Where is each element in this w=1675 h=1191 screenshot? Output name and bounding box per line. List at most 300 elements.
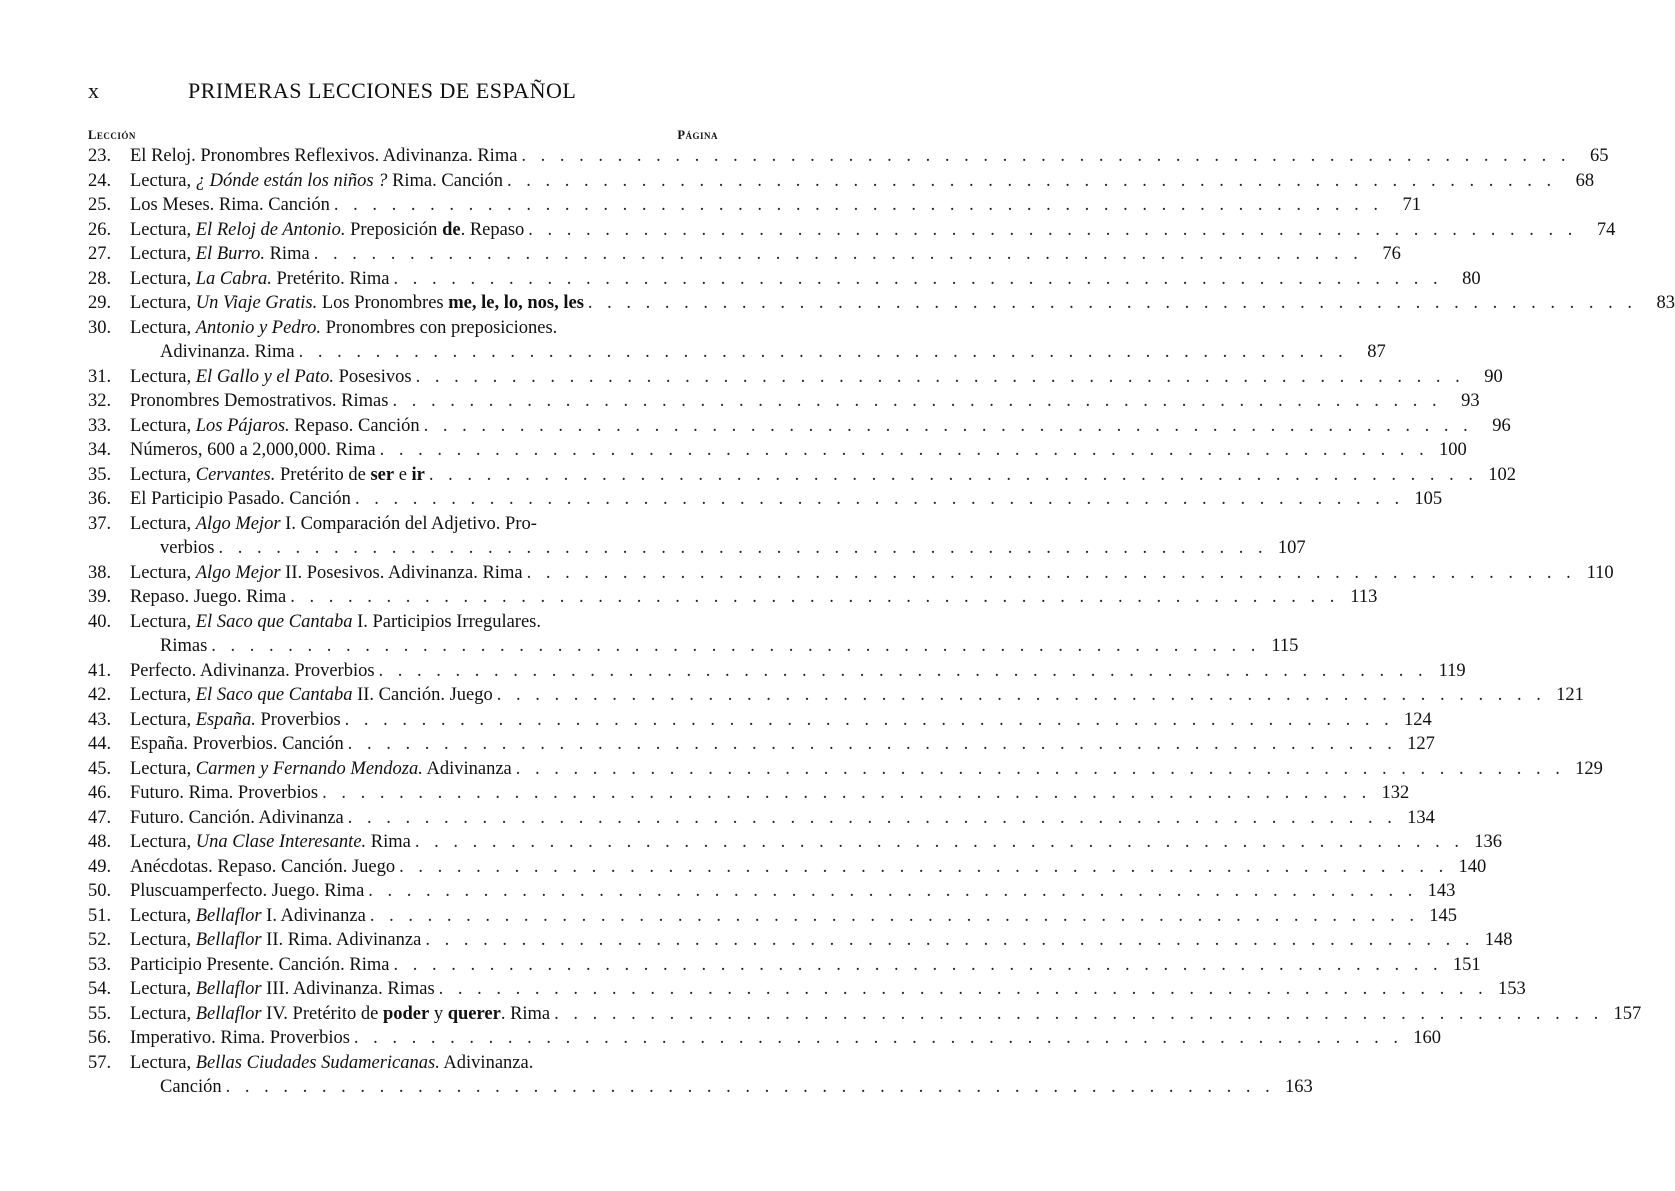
- lesson-number: 30.: [88, 317, 112, 338]
- toc-entry: [88, 781, 1410, 806]
- page-reference: 93: [1461, 391, 1480, 411]
- toc-entry: [88, 316, 1386, 365]
- page-reference: 132: [1381, 783, 1410, 803]
- lesson-number: 41.: [88, 660, 112, 681]
- toc-entry-line: [88, 757, 1603, 782]
- lesson-title: [130, 855, 395, 880]
- toc-entry: [88, 708, 1432, 733]
- toc-entry: [88, 928, 1513, 953]
- lesson-title: [130, 830, 411, 855]
- title-italic: El Saco que Cantaba: [195, 611, 353, 632]
- entry-text-segment: Lectura,: [130, 317, 196, 338]
- keyword-bold: querer: [447, 1003, 501, 1024]
- lesson-title-continued: [130, 536, 214, 561]
- page-reference: 129: [1575, 758, 1603, 779]
- lesson-number: 43.: [88, 709, 112, 730]
- dot-leader: [429, 463, 1478, 488]
- lesson-title: [130, 389, 388, 414]
- page-header: [88, 72, 718, 112]
- lesson-number: 57.: [88, 1052, 112, 1073]
- dot-leader: [379, 659, 1428, 684]
- entry-text-segment: Lectura,: [130, 219, 196, 240]
- entry-text-segment: Lectura,: [130, 709, 196, 730]
- toc-entry: [88, 487, 1443, 512]
- keyword-bold: ser: [370, 464, 395, 485]
- dot-leader: [393, 953, 1442, 978]
- toc-entry-line: [88, 169, 1595, 194]
- toc-entry-line: [88, 953, 1481, 978]
- lesson-title: [130, 904, 366, 929]
- lesson-title: [130, 585, 286, 610]
- entry-text-segment: Preposición: [345, 219, 443, 240]
- page-reference: 119: [1438, 660, 1466, 681]
- toc-entry-line-continued: [88, 634, 1299, 659]
- dot-leader: [399, 855, 1448, 880]
- entry-text-segment: Rimas: [160, 636, 208, 656]
- dot-leader: [554, 1002, 1603, 1027]
- lesson-title: [130, 879, 364, 904]
- title-italic: España.: [195, 709, 256, 730]
- entry-text-segment: Adivinanza: [422, 758, 512, 779]
- dot-leader: [424, 414, 1473, 439]
- toc-entry-line: [88, 610, 718, 635]
- toc-entry: [88, 291, 1675, 316]
- lesson-number: 55.: [88, 1003, 112, 1024]
- page-reference: 157: [1613, 1003, 1642, 1024]
- lesson-title: [130, 659, 375, 684]
- entry-text-segment: Lectura,: [130, 930, 196, 950]
- keyword-bold: ir: [411, 464, 425, 485]
- lesson-title: [130, 757, 512, 782]
- lesson-title: [130, 193, 330, 218]
- toc-entry-line: [88, 414, 1511, 439]
- page-reference: 151: [1452, 954, 1481, 975]
- entry-text-segment: Adivinanza.: [439, 1052, 534, 1073]
- toc-entry-line: [88, 830, 1503, 855]
- dot-leader: [497, 683, 1546, 708]
- lesson-number: 49.: [88, 856, 112, 877]
- lesson-number: 29.: [88, 293, 112, 313]
- lesson-number: 27.: [88, 244, 112, 264]
- toc-entry-line: [88, 1002, 1642, 1027]
- dot-leader: [345, 708, 1394, 733]
- toc-entry-line: [88, 193, 1422, 218]
- toc-entry: [88, 879, 1456, 904]
- toc-entry: [88, 830, 1503, 855]
- toc-entry: [88, 953, 1481, 978]
- title-italic: Un Viaje Gratis.: [195, 293, 318, 313]
- toc-entry-line-continued: [88, 1075, 1313, 1100]
- entry-text-segment: Lectura,: [130, 905, 196, 926]
- entry-text-segment: Perfecto. Adivinanza. Proverbios: [130, 660, 375, 681]
- lesson-number: 35.: [88, 464, 112, 485]
- toc-entry-line: [88, 732, 1435, 757]
- lesson-number: 47.: [88, 807, 112, 828]
- toc-entry: [88, 585, 1378, 610]
- lesson-title: [130, 365, 412, 390]
- entry-text-segment: Canción: [160, 1077, 222, 1097]
- toc-page: [88, 72, 1675, 1100]
- dot-leader: [527, 561, 1576, 586]
- toc-entry-line: [88, 683, 1584, 708]
- toc-entry-line: [88, 928, 1513, 953]
- dot-leader: [348, 806, 1397, 831]
- lesson-number: 42.: [88, 685, 112, 705]
- toc-entry: [88, 659, 1466, 684]
- entry-text-segment: Lectura,: [130, 293, 196, 313]
- lesson-title: [130, 708, 341, 733]
- toc-entry: [88, 193, 1422, 218]
- page-reference: 127: [1407, 734, 1435, 754]
- entry-text-segment: I. Comparación del Adjetivo. Pro-: [280, 513, 537, 534]
- lesson-number: 31.: [88, 366, 112, 387]
- toc-entry: [88, 1051, 1313, 1100]
- title-italic: Antonio y Pedro.: [195, 317, 321, 338]
- entry-text-segment: Los Meses. Rima. Canción: [130, 195, 330, 215]
- lesson-title: [130, 242, 310, 267]
- page-reference: 110: [1586, 562, 1614, 583]
- entry-text-segment: Rima: [264, 244, 310, 264]
- title-italic: Cervantes.: [195, 464, 276, 485]
- entry-text-segment: Futuro. Rima. Proverbios: [130, 783, 319, 803]
- entry-text-segment: Pronombres Demostrativos. Rimas: [130, 391, 389, 411]
- toc-entry: [88, 683, 1584, 708]
- entry-text-segment: verbios: [160, 538, 215, 558]
- entry-text-segment: Lectura,: [130, 685, 196, 705]
- page-reference: 96: [1492, 415, 1511, 436]
- lesson-number: 51.: [88, 905, 112, 926]
- page-reference: 160: [1413, 1028, 1442, 1048]
- dot-leader: [415, 830, 1464, 855]
- toc-entry: [88, 169, 1595, 194]
- toc-entry-line: [88, 463, 1517, 488]
- page-reference: 65: [1590, 146, 1609, 166]
- entry-text-segment: Imperativo. Rima. Proverbios: [130, 1028, 350, 1048]
- entry-text-segment: Pretérito de: [275, 464, 371, 485]
- toc-entry: [88, 1002, 1642, 1027]
- toc-entry-line: [88, 512, 718, 537]
- lesson-title: [130, 732, 344, 757]
- dot-leader: [425, 928, 1474, 953]
- toc-entry: [88, 463, 1517, 488]
- toc-entry: [88, 732, 1435, 757]
- toc-entry-line: [88, 365, 1503, 390]
- dot-leader: [392, 389, 1441, 414]
- toc-entry: [88, 267, 1481, 292]
- toc-entry: [88, 365, 1503, 390]
- lesson-number: 50.: [88, 881, 112, 901]
- lesson-title: [130, 512, 537, 537]
- entry-text-segment: Lectura,: [130, 562, 196, 583]
- entry-text-segment: Lectura,: [130, 1052, 196, 1073]
- lesson-number: 33.: [88, 415, 112, 436]
- dot-leader: [394, 267, 1443, 292]
- lesson-number: 54.: [88, 979, 112, 999]
- toc-entry-line: [88, 1026, 1442, 1051]
- toc-entry: [88, 144, 1609, 169]
- toc-entry-line: [88, 242, 1401, 267]
- table-of-contents: [88, 144, 1675, 1100]
- title-italic: Bellaflor: [195, 930, 262, 950]
- toc-entry: [88, 414, 1511, 439]
- dot-leader: [380, 438, 1429, 463]
- title-italic: Una Clase Interesante.: [195, 832, 367, 852]
- toc-entry: [88, 977, 1526, 1002]
- toc-entry-line: [88, 855, 1487, 880]
- title-italic: Algo Mejor: [195, 513, 281, 534]
- entry-text-segment: II. Rima. Adivinanza: [261, 930, 422, 950]
- entry-text-segment: Lectura,: [130, 170, 196, 191]
- title-italic: Bellaflor: [195, 979, 262, 999]
- toc-entry-line: [88, 291, 1675, 316]
- page-reference: 102: [1488, 464, 1517, 485]
- title-italic: La Cabra.: [195, 268, 272, 289]
- entry-text-segment: El Participio Pasado. Canción: [130, 489, 351, 509]
- lesson-title: [130, 169, 503, 194]
- keyword-bold: de: [442, 219, 461, 240]
- title-italic: Bellas Ciudades Sudamericanas.: [195, 1052, 440, 1073]
- lesson-title: [130, 438, 376, 463]
- toc-entry-line: [88, 316, 718, 341]
- entry-text-segment: Pretérito. Rima: [271, 268, 390, 289]
- dot-leader: [355, 487, 1404, 512]
- entry-text-segment: Pluscuamperfecto. Juego. Rima: [130, 881, 365, 901]
- toc-entry-line: [88, 879, 1456, 904]
- entry-text-segment: El Reloj. Pronombres Reflexivos. Adivinanza. Rima: [130, 146, 518, 166]
- entry-text-segment: Lectura,: [130, 244, 196, 264]
- entry-text-segment: Números, 600 a 2,000,000. Rima: [130, 440, 376, 460]
- page-number: x: [88, 78, 99, 103]
- page-reference: 134: [1407, 807, 1435, 828]
- lesson-title: [130, 953, 389, 978]
- page-reference: 145: [1429, 905, 1457, 926]
- toc-entry: [88, 561, 1614, 586]
- dot-leader: [218, 536, 1267, 561]
- toc-entry: [88, 242, 1401, 267]
- page-reference: 143: [1427, 881, 1456, 901]
- lesson-title: [130, 1002, 550, 1027]
- page-reference: 68: [1575, 170, 1595, 191]
- page-reference: 115: [1271, 636, 1299, 656]
- dot-leader: [416, 365, 1465, 390]
- entry-text-segment: I. Participios Irregulares.: [352, 611, 542, 632]
- dot-leader: [368, 879, 1417, 904]
- page-reference: 113: [1350, 587, 1378, 607]
- entry-text-segment: Proverbios: [255, 709, 341, 730]
- dot-leader: [588, 291, 1637, 316]
- page-reference: 87: [1367, 342, 1386, 362]
- title-italic: El Saco que Cantaba: [195, 685, 353, 705]
- title-italic: ¿ Dónde están los niños ?: [195, 170, 388, 191]
- dot-leader: [334, 193, 1383, 218]
- lesson-number: 32.: [88, 391, 112, 411]
- title-italic: El Burro.: [195, 244, 265, 264]
- lesson-title: [130, 414, 420, 439]
- dot-leader: [322, 781, 1371, 806]
- page-column-label: Página: [677, 128, 718, 142]
- toc-entry: [88, 904, 1457, 929]
- entry-text-segment: Anécdotas. Repaso. Canción. Juego: [130, 856, 396, 877]
- keyword-bold: me, le, lo, nos, les: [448, 293, 584, 313]
- entry-text-segment: Lectura,: [130, 979, 196, 999]
- lesson-number: 36.: [88, 489, 112, 509]
- lesson-number: 44.: [88, 734, 112, 754]
- entry-text-segment: . Repaso: [460, 219, 525, 240]
- toc-entry-line: [88, 1051, 718, 1076]
- entry-text-segment: Lectura,: [130, 366, 196, 387]
- lesson-number: 23.: [88, 146, 112, 166]
- lesson-title-continued: [130, 340, 295, 365]
- entry-text-segment: I. Adivinanza: [261, 905, 366, 926]
- entry-text-segment: Adivinanza. Rima: [160, 342, 295, 362]
- entry-text-segment: Posesivos: [333, 366, 412, 387]
- lesson-title: [130, 561, 523, 586]
- dot-leader: [521, 144, 1570, 169]
- entry-text-segment: Lectura,: [130, 758, 196, 779]
- lesson-number: 38.: [88, 562, 112, 583]
- entry-text-segment: Lectura,: [130, 513, 196, 534]
- lesson-number: 24.: [88, 170, 112, 191]
- lesson-number: 26.: [88, 219, 112, 240]
- entry-text-segment: Los Pronombres: [317, 293, 449, 313]
- entry-text-segment: Pronombres con preposiciones.: [320, 317, 558, 338]
- page-reference: 90: [1484, 366, 1503, 387]
- page-reference: 100: [1439, 440, 1467, 460]
- toc-entry-line: [88, 806, 1435, 831]
- lesson-title: [130, 267, 390, 292]
- dot-leader: [226, 1075, 1275, 1100]
- toc-entry-line: [88, 487, 1443, 512]
- lesson-title: [130, 610, 541, 635]
- page-reference: 71: [1402, 195, 1422, 215]
- toc-entry-line: [88, 904, 1457, 929]
- toc-entry: [88, 512, 1306, 561]
- lesson-title: [130, 977, 435, 1002]
- page-reference: 163: [1285, 1077, 1313, 1097]
- entry-text-segment: Lectura,: [130, 611, 196, 632]
- lesson-title: [130, 463, 425, 488]
- entry-text-segment: e: [394, 464, 412, 485]
- page-reference: 83: [1656, 293, 1675, 313]
- entry-text-segment: Repaso. Canción: [289, 415, 420, 436]
- entry-text-segment: Lectura,: [130, 268, 196, 289]
- title-italic: Carmen y Fernando Mendoza.: [195, 758, 423, 779]
- toc-entry: [88, 438, 1467, 463]
- page-reference: 76: [1382, 244, 1401, 264]
- toc-entry-line: [88, 659, 1466, 684]
- lesson-number: 37.: [88, 513, 112, 534]
- page-reference: 121: [1556, 685, 1584, 705]
- lesson-number: 52.: [88, 930, 112, 950]
- lesson-title: [130, 144, 517, 169]
- entry-text-segment: España. Proverbios. Canción: [130, 734, 344, 754]
- running-title: PRIMERAS LECCIONES DE ESPAÑOL: [188, 78, 577, 103]
- toc-entry: [88, 1026, 1442, 1051]
- entry-text-segment: Rima: [366, 832, 411, 852]
- entry-text-segment: II. Posesivos. Adivinanza. Rima: [280, 562, 523, 583]
- entry-text-segment: . Rima: [500, 1003, 551, 1024]
- toc-entry-line: [88, 389, 1480, 414]
- toc-entry-line: [88, 438, 1467, 463]
- dot-leader: [314, 242, 1363, 267]
- entry-text-segment: III. Adivinanza. Rimas: [261, 979, 435, 999]
- dot-leader: [370, 904, 1419, 929]
- toc-entry-line: [88, 267, 1481, 292]
- lesson-title: [130, 806, 344, 831]
- entry-text-segment: Lectura,: [130, 1003, 196, 1024]
- page-reference: 105: [1414, 489, 1443, 509]
- lesson-number: 53.: [88, 954, 112, 975]
- page-reference: 148: [1484, 930, 1513, 950]
- lesson-title: [130, 316, 557, 341]
- toc-entry: [88, 757, 1603, 782]
- entry-text-segment: Lectura,: [130, 832, 196, 852]
- title-italic: Algo Mejor: [195, 562, 281, 583]
- title-italic: El Gallo y el Pato.: [195, 366, 334, 387]
- entry-text-segment: Participio Presente. Canción. Rima: [130, 954, 390, 975]
- lesson-number: 40.: [88, 611, 112, 632]
- toc-entry-line: [88, 561, 1614, 586]
- lesson-title: [130, 683, 493, 708]
- toc-entry: [88, 806, 1435, 831]
- toc-entry-line: [88, 977, 1526, 1002]
- page-reference: 107: [1277, 538, 1306, 558]
- dot-leader: [354, 1026, 1403, 1051]
- page-reference: 136: [1474, 832, 1503, 852]
- toc-entry: [88, 610, 1299, 659]
- lesson-title: [130, 781, 318, 806]
- title-italic: Bellaflor: [195, 905, 262, 926]
- toc-entry-line-continued: [88, 340, 1386, 365]
- page-reference: 140: [1458, 856, 1487, 877]
- lesson-number: 34.: [88, 440, 112, 460]
- entry-text-segment: Lectura,: [130, 415, 196, 436]
- page-reference: 153: [1498, 979, 1526, 999]
- entry-text-segment: II. Canción. Juego: [352, 685, 493, 705]
- title-italic: Los Pájaros.: [195, 415, 290, 436]
- lesson-number: 45.: [88, 758, 112, 779]
- entry-text-segment: y: [429, 1003, 448, 1024]
- lesson-title-continued: [130, 1075, 222, 1100]
- page-reference: 124: [1404, 709, 1432, 730]
- toc-entry-line: [88, 708, 1432, 733]
- dot-leader: [439, 977, 1488, 1002]
- lesson-title: [130, 218, 524, 243]
- entry-text-segment: Lectura,: [130, 464, 196, 485]
- lesson-title: [130, 928, 421, 953]
- lesson-number: 25.: [88, 195, 112, 215]
- toc-entry-line-continued: [88, 536, 1306, 561]
- lesson-number: 46.: [88, 783, 112, 803]
- lesson-number: 48.: [88, 832, 112, 852]
- page-reference: 80: [1462, 268, 1481, 289]
- toc-entry: [88, 855, 1487, 880]
- entry-text-segment: Futuro. Canción. Adivinanza: [130, 807, 344, 828]
- entry-text-segment: IV. Pretérito de: [261, 1003, 383, 1024]
- lesson-title: [130, 1026, 350, 1051]
- lesson-number: 39.: [88, 587, 112, 607]
- lesson-column-label: Lección: [88, 128, 136, 142]
- toc-entry-line: [88, 144, 1609, 169]
- toc-entry-line: [88, 218, 1616, 243]
- toc-entry-line: [88, 781, 1410, 806]
- column-headers: [88, 122, 718, 144]
- title-italic: El Reloj de Antonio.: [195, 219, 346, 240]
- dot-leader: [211, 634, 1260, 659]
- dot-leader: [348, 732, 1397, 757]
- keyword-bold: poder: [382, 1003, 430, 1024]
- toc-entry: [88, 389, 1480, 414]
